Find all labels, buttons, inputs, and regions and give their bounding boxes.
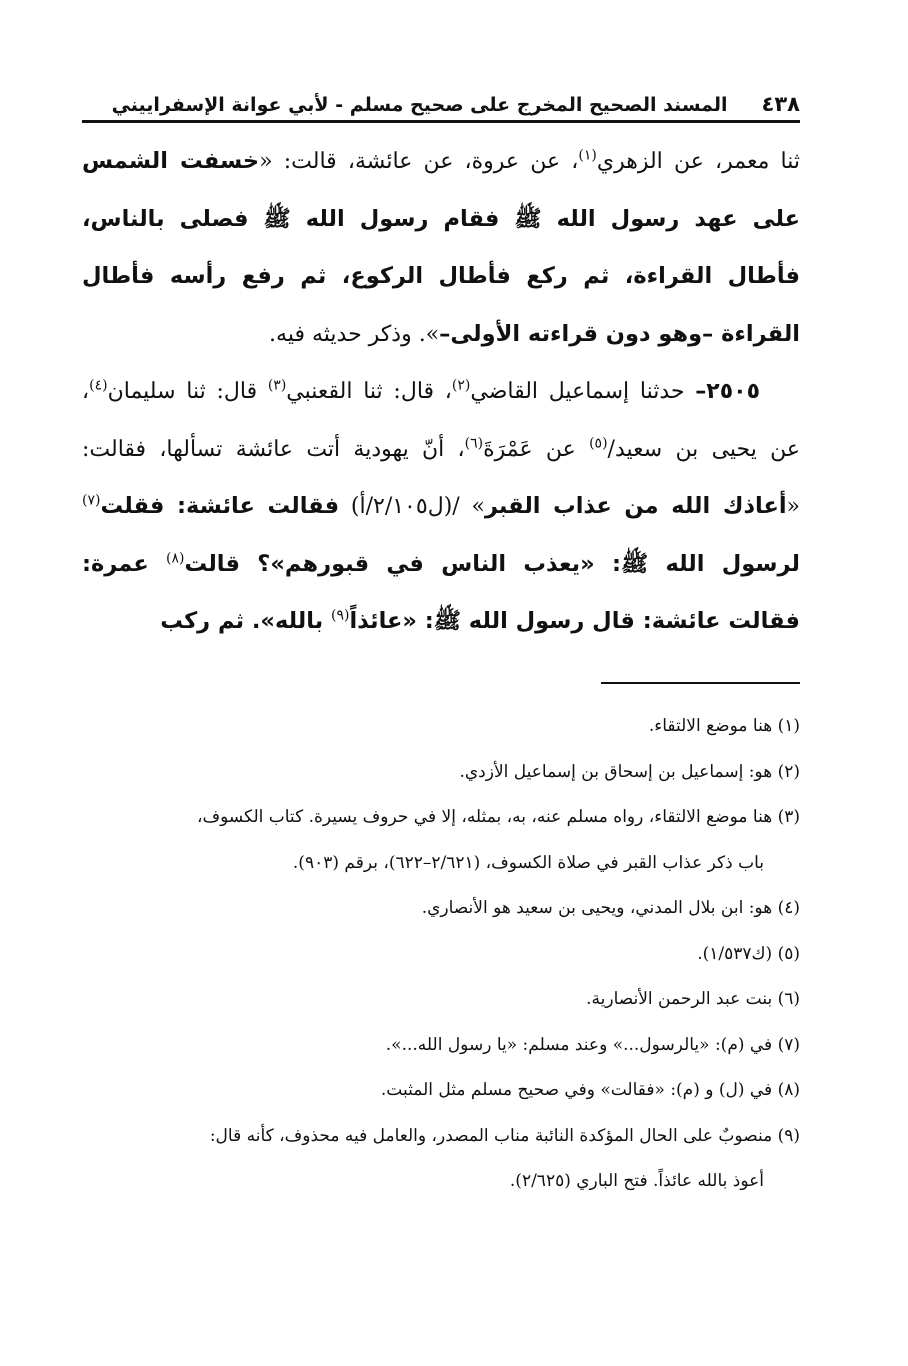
footnote-ref-4: (٤): [89, 377, 108, 394]
footnote-ref-5: (٥): [589, 435, 608, 452]
text-span: قال: ثنا سليمان: [107, 379, 268, 404]
footnote-4: (٤) هو: ابن بلال المدني، ويحيى بن سعيد هو الأنصاري.: [421, 898, 800, 918]
footnote-ref-2: (٢): [451, 377, 471, 394]
hadith-number: ٢٥٠٥–: [695, 379, 760, 404]
hadith-text: بالله». ثم ركب: [160, 608, 331, 634]
footnotes: [82, 704, 800, 1205]
header-rule: [82, 120, 800, 123]
footnote-1: (١) هنا موضع الالتقاء.: [648, 716, 800, 736]
text-span: حدثنا إسماعيل القاضي: [470, 379, 696, 404]
footnote-ref-9: (٩): [330, 607, 350, 624]
footnote-ref-6: (٦): [464, 435, 484, 452]
footnote-ref-1: (١): [578, 147, 597, 164]
footnote-ref-3: (٣): [267, 377, 287, 394]
footnote-7: (٧) في (م): «يالرسول...» وعند مسلم: «يا رسول الله...».: [385, 1034, 800, 1055]
hadith-text: عمرة: فقالت عائشة: قال رسول الله ﷺ: «عائذاً: [82, 550, 800, 634]
page-number: ٤٣٨: [761, 92, 800, 116]
manuscript-ref: » /(ل٢/١٠٥/أ): [339, 494, 485, 519]
footnote-8: (٨) في (ل) و (م): «فقالت» وفي صحيح مسلم مثل المثبت.: [380, 1080, 800, 1100]
footnote-5: (٥) (ك١/٥٣٧).: [697, 943, 800, 964]
text-span: ، عن عروة، عن عائشة، قالت: «: [259, 149, 579, 174]
text-span: ، عن يحيى بن سعيد/: [82, 379, 801, 462]
footnote-2: (٢) هو: إسماعيل بن إسحاق بن إسماعيل الأزدي.: [459, 761, 800, 782]
book-title: المسند الصحيح المخرج على صحيح مسلم - لأبي عوانة الإسفراييني: [111, 94, 728, 116]
text-span: ثنا معمر، عن الزهري: [596, 149, 800, 174]
footnote-9: (٩) منصوبٌ على الحال المؤكدة النائبة مناب المصدر، والعامل فيه محذوف، كأنه قال:: [209, 1125, 800, 1146]
footnote-9-continued: أعوذ بالله عائذاً. فتح الباري (٢/٦٢٥).: [509, 1171, 764, 1191]
hadith-text: خسفت الشمس على عهد رسول الله ﷺ فقام رسول الله ﷺ فصلى بالناس، فأطال القراءة، ثم ركع فأطال الركوع، ثم رفع رأسه فأطال القراءة –وهو دون قراءته الأولى–: [82, 148, 800, 347]
footnote-separator: [601, 682, 800, 684]
footnote-ref-7: (٧): [82, 492, 101, 509]
paragraph-1: [82, 133, 800, 363]
footnote-3: (٣) هنا موضع الالتقاء، رواه مسلم عنه، به، بمثله، إلا في حروف يسيرة. كتاب الكسوف،: [197, 807, 800, 827]
main-text: [82, 133, 800, 651]
paragraph-2: [82, 363, 800, 651]
hadith-text: فقالت عائشة: فقلت: [100, 493, 340, 519]
running-header: [82, 76, 800, 116]
text-span: ». وذكر حديثه فيه.: [269, 321, 440, 347]
text-span: ، قال: ثنا القعنبي: [286, 379, 452, 404]
text-span: عن عَمْرَةَ: [483, 436, 590, 462]
hadith-text: أعاذك الله من عذاب القبر: [484, 493, 787, 519]
footnote-6: (٦) بنت عبد الرحمن الأنصارية.: [586, 989, 800, 1009]
footnote-ref-8: (٨): [166, 550, 185, 567]
hadith-text: لرسول الله ﷺ: «يعذب الناس في قبورهم»؟ قالت: [184, 550, 800, 577]
text-span: ، أنّ يهودية أتت عائشة تسألها، فقالت: «: [82, 436, 801, 519]
footnote-3-continued: باب ذكر عذاب القبر في صلاة الكسوف، (٢/٦٢١–٦٢٢)، برقم (٩٠٣).: [292, 852, 764, 873]
